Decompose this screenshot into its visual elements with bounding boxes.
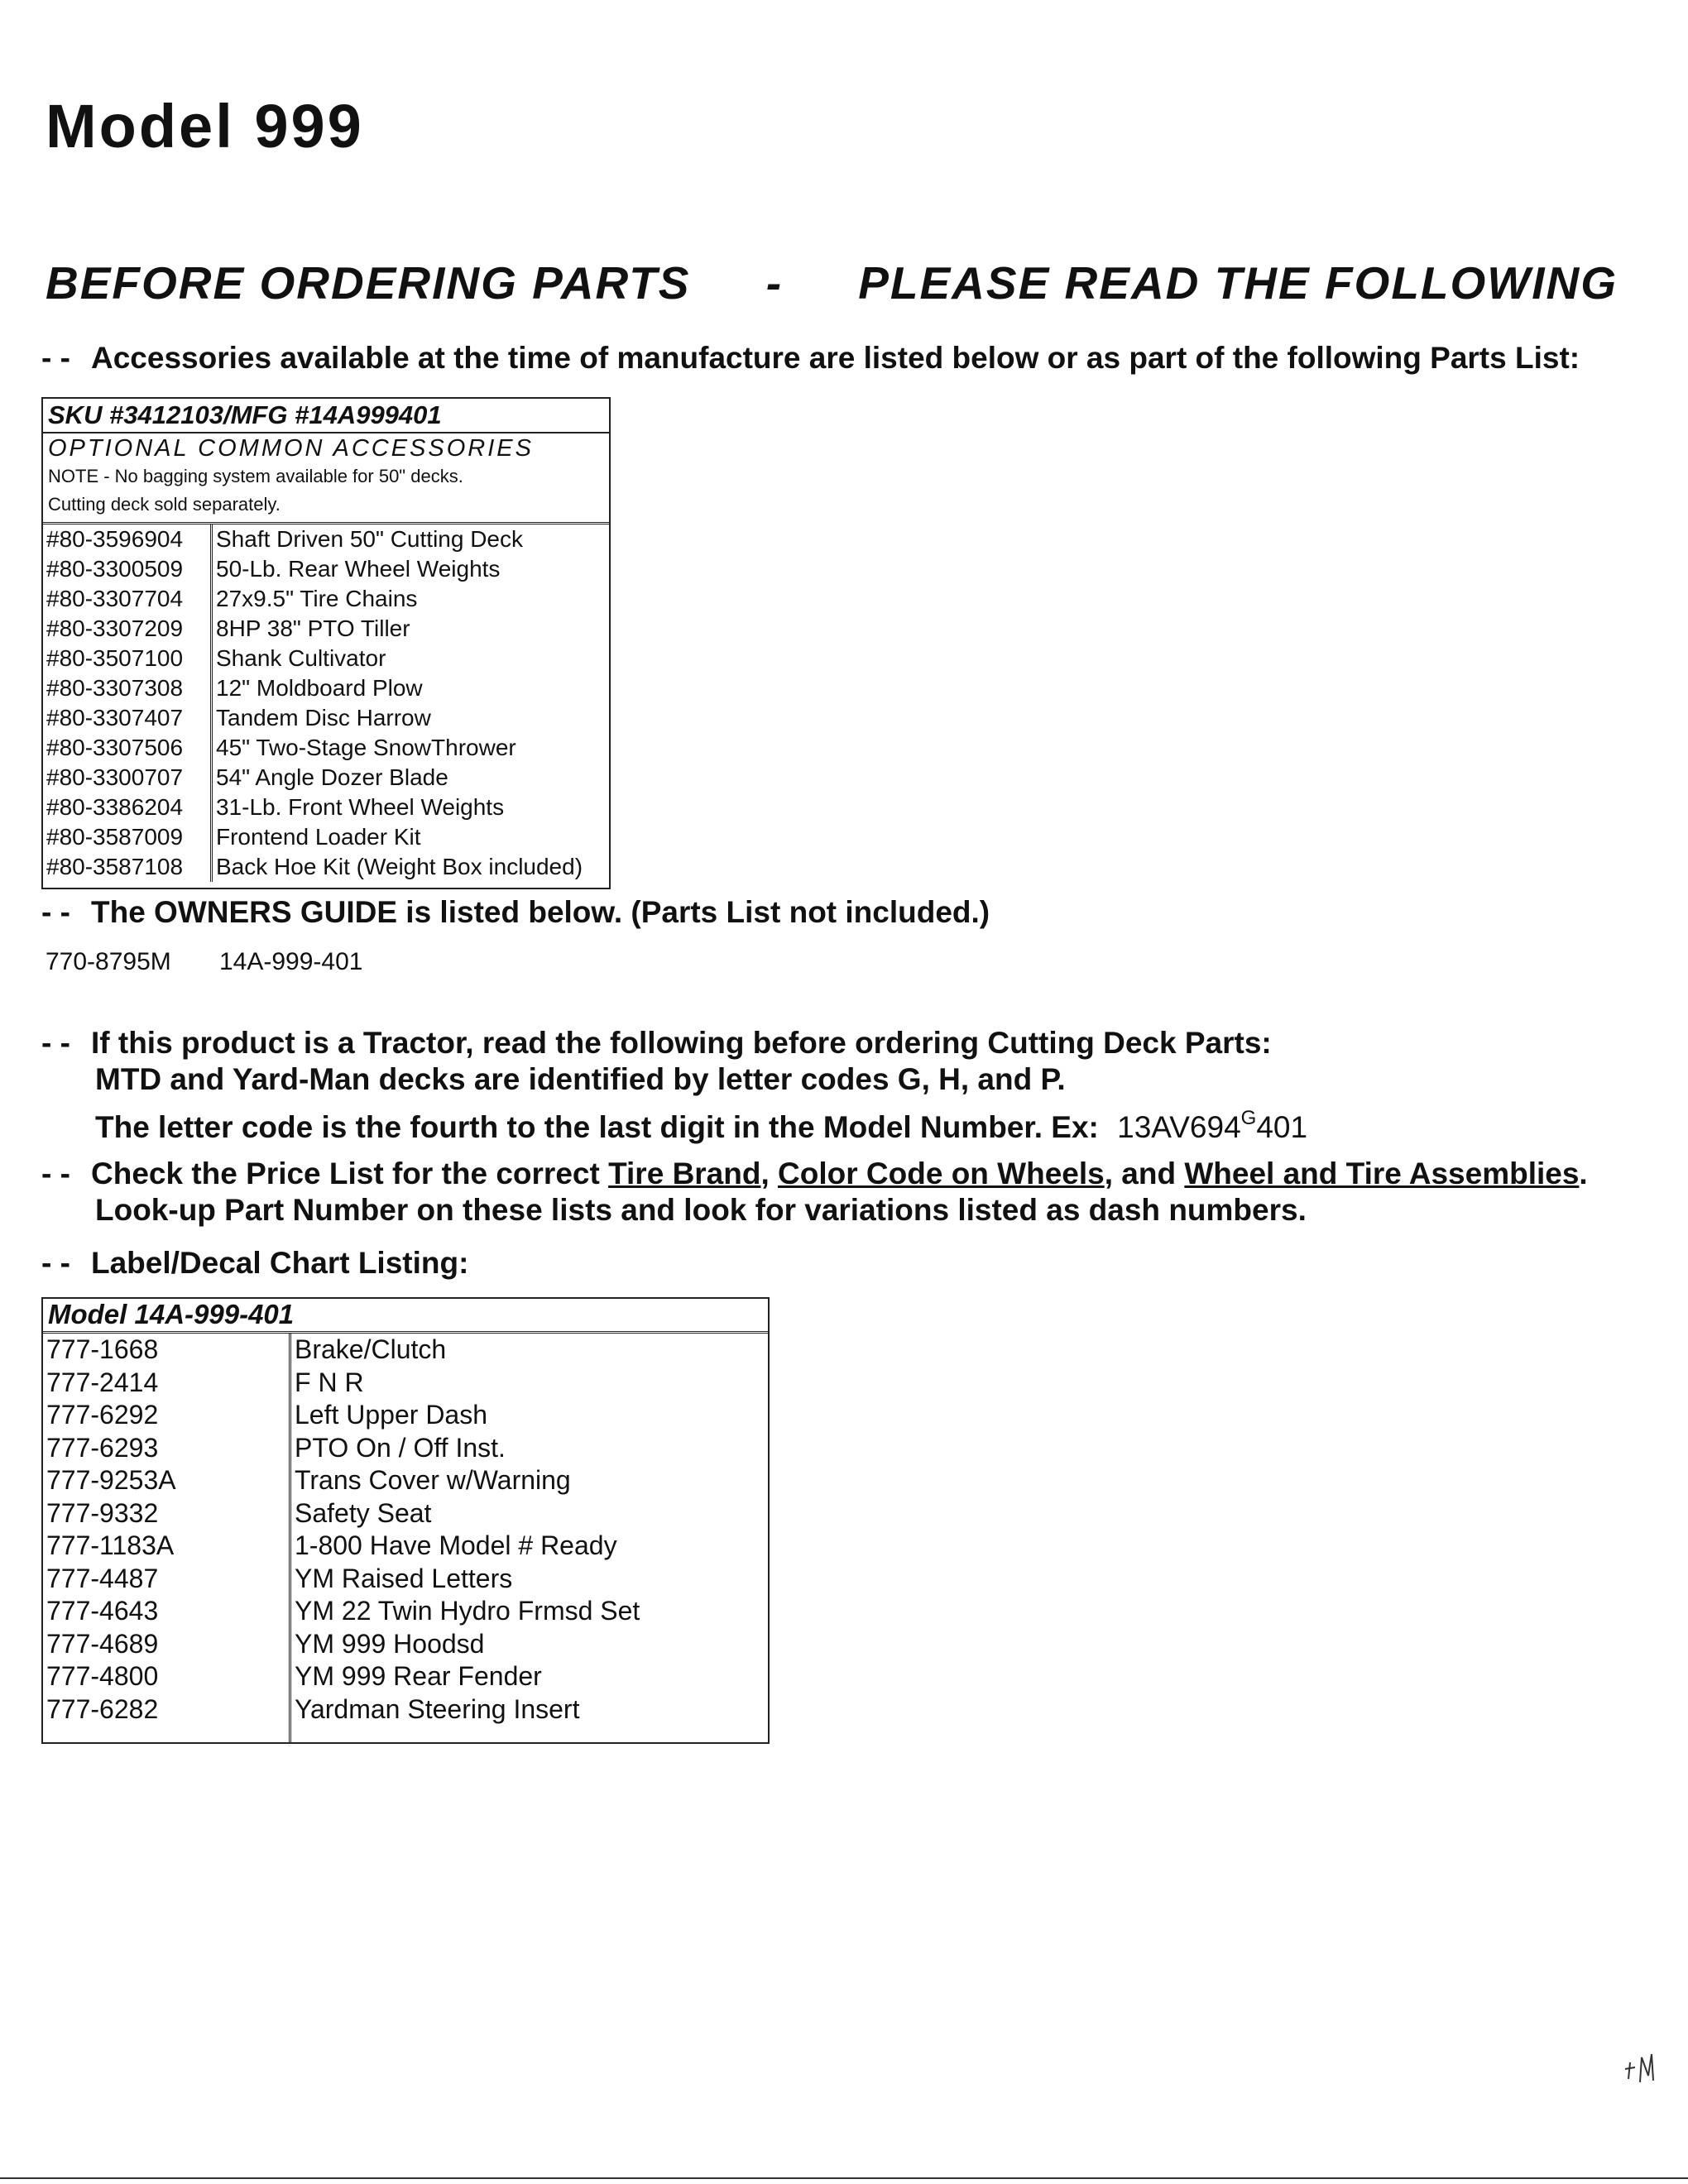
part-description: 50-Lb. Rear Wheel Weights bbox=[216, 556, 501, 582]
decal-description: YM 999 Rear Fender bbox=[295, 1661, 542, 1691]
decal-part-number: 777-6293 bbox=[46, 1432, 159, 1463]
decal-part-number: 777-1668 bbox=[46, 1334, 159, 1364]
part-number: #80-3507100 bbox=[46, 645, 184, 671]
optional-accessories-heading: OPTIONAL COMMON ACCESSORIES bbox=[48, 435, 534, 462]
decal-rows bbox=[43, 1334, 768, 1742]
heading-separator: - bbox=[765, 257, 784, 309]
decal-part-number: 777-1183A bbox=[46, 1530, 175, 1560]
part-description: Shank Cultivator bbox=[216, 645, 386, 671]
color-code-link[interactable]: Color Code on Wheels bbox=[778, 1157, 1105, 1190]
part-description: Tandem Disc Harrow bbox=[216, 705, 431, 730]
section-heading bbox=[46, 256, 1618, 309]
part-number: #80-3596904 bbox=[46, 526, 184, 552]
bullet: - - bbox=[41, 1157, 70, 1190]
part-description: 54" Angle Dozer Blade bbox=[216, 764, 448, 790]
separator: , bbox=[760, 1157, 779, 1190]
decal-description: Safety Seat bbox=[295, 1497, 432, 1528]
heading-left: BEFORE ORDERING PARTS bbox=[46, 257, 691, 309]
decal-text: Label/Decal Chart Listing: bbox=[91, 1246, 469, 1280]
part-number: #80-3300707 bbox=[46, 764, 184, 790]
part-number: #80-3386204 bbox=[46, 794, 184, 820]
decal-part-number: 777-4689 bbox=[46, 1628, 159, 1659]
decal-part-number: 777-4643 bbox=[46, 1596, 159, 1626]
part-description: 12" Moldboard Plow bbox=[216, 675, 423, 701]
decal-description: Left Upper Dash bbox=[295, 1400, 488, 1430]
tire-brand-link[interactable]: Tire Brand bbox=[608, 1157, 761, 1190]
part-description: Back Hoe Kit (Weight Box included) bbox=[216, 854, 583, 879]
owners-guide-number: 770-8795M bbox=[46, 948, 171, 975]
tractor-text-3: The letter code is the fourth to the last digit in the Model Number. Ex: bbox=[95, 1110, 1099, 1144]
accessories-rows bbox=[43, 524, 609, 882]
decal-description: YM 22 Twin Hydro Frmsd Set bbox=[295, 1596, 640, 1626]
tractor-line-3 bbox=[95, 1107, 1307, 1145]
part-number: #80-3587009 bbox=[46, 824, 184, 850]
separator: , and bbox=[1104, 1157, 1185, 1190]
owners-guide-model: 14A-999-401 bbox=[219, 948, 363, 975]
price-text: Check the Price List for the correct bbox=[91, 1157, 609, 1190]
intro-text: Accessories available at the time of manufacture are listed below or as part of the following Parts List: bbox=[91, 341, 1580, 375]
part-number: #80-3307209 bbox=[46, 615, 184, 641]
decal-description: F N R bbox=[295, 1367, 364, 1397]
part-number: #80-3307704 bbox=[46, 586, 184, 611]
part-description: Frontend Loader Kit bbox=[216, 824, 421, 850]
description-column bbox=[213, 524, 609, 882]
owners-guide-text: The OWNERS GUIDE is listed below. (Parts List not included.) bbox=[91, 895, 990, 929]
handwritten-initials bbox=[1622, 2039, 1671, 2089]
decal-description: YM 999 Hoodsd bbox=[295, 1628, 485, 1659]
part-number: #80-3587108 bbox=[46, 854, 184, 879]
decal-description: 1-800 Have Model # Ready bbox=[295, 1530, 617, 1560]
decal-description: PTO On / Off Inst. bbox=[295, 1432, 506, 1463]
decal-part-number: 777-4800 bbox=[46, 1661, 159, 1691]
bullet: - - bbox=[41, 341, 70, 375]
intro-line bbox=[41, 341, 1580, 376]
note-line: NOTE - No bagging system available for 50" decks. bbox=[48, 466, 463, 486]
bottom-rule bbox=[0, 2177, 1688, 2179]
part-number: #80-3307308 bbox=[46, 675, 184, 701]
heading-right: PLEASE READ THE FOLLOWING bbox=[858, 257, 1618, 309]
bullet: - - bbox=[41, 1246, 70, 1280]
owners-guide-line bbox=[41, 895, 990, 930]
part-description: 27x9.5" Tire Chains bbox=[216, 586, 418, 611]
period: . bbox=[1579, 1157, 1588, 1190]
decal-part-number: 777-9332 bbox=[46, 1497, 159, 1528]
part-number: #80-3307506 bbox=[46, 735, 184, 760]
accessories-table bbox=[41, 397, 611, 889]
decal-description: Trans Cover w/Warning bbox=[295, 1465, 571, 1495]
note-line: Cutting deck sold separately. bbox=[48, 494, 281, 515]
decal-part-number: 777-4487 bbox=[46, 1563, 159, 1593]
bullet: - - bbox=[41, 895, 70, 929]
part-description: 8HP 38" PTO Tiller bbox=[216, 615, 410, 641]
decal-table bbox=[41, 1297, 770, 1744]
decal-part-number: 777-9253A bbox=[46, 1465, 176, 1495]
tractor-text-1: If this product is a Tractor, read the following before ordering Cutting Deck Parts: bbox=[91, 1026, 1272, 1060]
part-number: #80-3300509 bbox=[46, 556, 184, 582]
price-list-line bbox=[41, 1157, 1588, 1191]
decal-line bbox=[41, 1246, 468, 1281]
sku-header: SKU #3412103/MFG #14A999401 bbox=[43, 399, 609, 433]
model-example-suffix: 401 bbox=[1256, 1110, 1308, 1144]
decal-description: Brake/Clutch bbox=[295, 1334, 447, 1364]
bullet: - - bbox=[41, 1026, 70, 1060]
part-number: #80-3307407 bbox=[46, 705, 184, 730]
part-description: 45" Two-Stage SnowThrower bbox=[216, 735, 516, 760]
decal-part-number: 777-6292 bbox=[46, 1400, 159, 1430]
wheel-tire-link[interactable]: Wheel and Tire Assemblies bbox=[1184, 1157, 1580, 1190]
part-number-column bbox=[43, 524, 213, 882]
decal-part-column bbox=[43, 1334, 291, 1742]
model-example-code: G bbox=[1240, 1107, 1257, 1129]
decal-description: Yardman Steering Insert bbox=[295, 1693, 580, 1724]
decal-table-header: Model 14A-999-401 bbox=[43, 1299, 768, 1334]
tractor-line-2: MTD and Yard-Man decks are identified by letter codes G, H, and P. bbox=[95, 1062, 1066, 1096]
optional-accessories-block bbox=[43, 433, 609, 524]
tractor-line-1 bbox=[41, 1026, 1272, 1061]
decal-part-number: 777-2414 bbox=[46, 1367, 159, 1397]
part-description: 31-Lb. Front Wheel Weights bbox=[216, 794, 505, 820]
model-example-prefix: 13AV694 bbox=[1117, 1110, 1241, 1144]
model-example bbox=[1117, 1107, 1308, 1144]
part-description: Shaft Driven 50" Cutting Deck bbox=[216, 526, 523, 552]
decal-description-column bbox=[291, 1334, 768, 1742]
price-list-line-2: Look-up Part Number on these lists and look for variations listed as dash numbers. bbox=[95, 1193, 1307, 1227]
decal-part-number: 777-6282 bbox=[46, 1693, 159, 1724]
page-title: Model 999 bbox=[46, 92, 364, 160]
decal-description: YM Raised Letters bbox=[295, 1563, 513, 1593]
